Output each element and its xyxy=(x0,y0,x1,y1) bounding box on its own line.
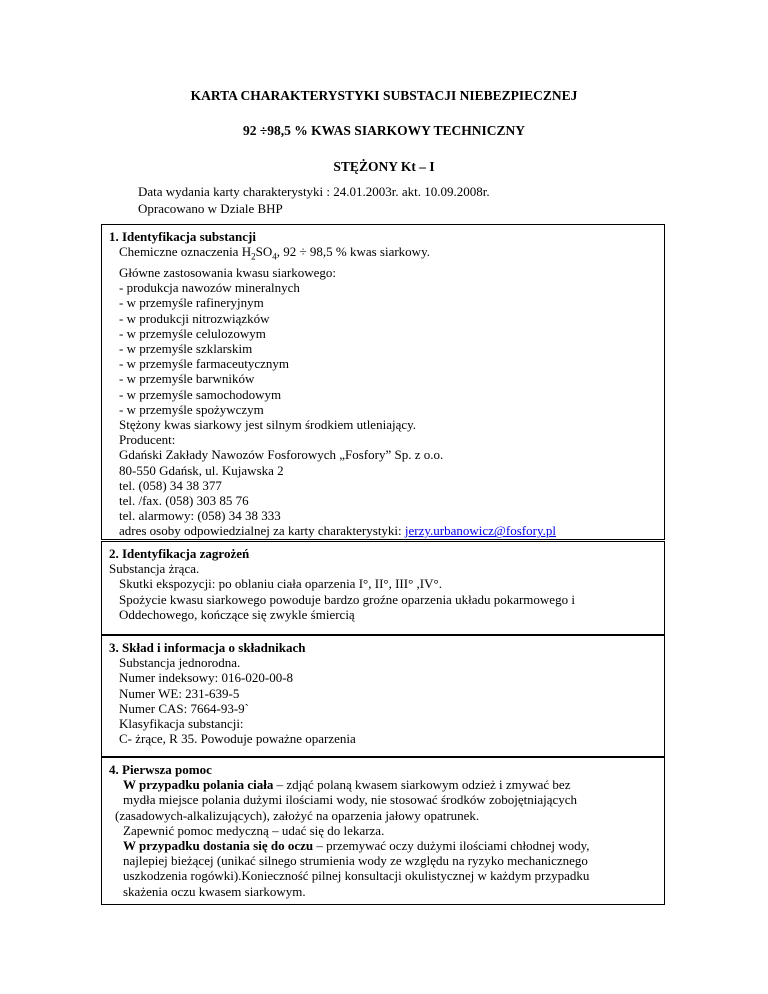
skin-contact-text: – zdjąć polaną kwasem siarkowym odzież i zmywać bez xyxy=(273,777,571,793)
use-item: - produkcja nawozów mineralnych xyxy=(119,280,300,296)
composition-line: Numer CAS: 7664-93-9` xyxy=(119,700,249,716)
skin-contact-line-1 xyxy=(109,777,657,792)
section-2-heading: 2. Identyfikacja zagrożeń xyxy=(109,546,250,561)
producer-tel: tel. (058) 34 38 377 xyxy=(119,477,222,493)
chem-sub-1: 2 xyxy=(251,251,256,262)
prepared-line: Opracowano w Dziale BHP xyxy=(138,201,283,216)
producer-label: Producent: xyxy=(119,432,176,448)
chem-mid: SO xyxy=(255,244,273,260)
section-3-heading: 3. Skład i informacja o składnikach xyxy=(109,640,306,655)
eye-contact-line-2: najlepiej bieżącej (unikać silnego strumienia wody ze względu na ryzyko mechanicznego xyxy=(123,853,588,869)
use-item: - w przemyśle barwników xyxy=(119,371,255,387)
chem-suffix: , 92 ÷ 98,5 % kwas siarkowy. xyxy=(276,244,430,260)
section-4-heading: 4. Pierwsza pomoc xyxy=(109,762,212,777)
section-3-composition xyxy=(101,635,665,757)
skin-contact-line-2: mydła miejsce polania dużymi ilościami wody, nie stosować środków zobojętniających xyxy=(123,792,578,808)
eye-contact-line-1 xyxy=(109,838,657,853)
chem-sub-2: 4 xyxy=(272,251,277,262)
composition-line: Numer WE: 231-639-5 xyxy=(119,685,240,701)
use-item: - w przemyśle farmaceutycznym xyxy=(119,356,290,372)
use-item: - w przemyśle rafineryjnym xyxy=(119,295,264,311)
use-item: - w produkcji nitrozwiązków xyxy=(119,310,270,326)
skin-contact-line-4: Zapewnić pomoc medyczną – udać się do lekarza. xyxy=(123,822,385,838)
contact-line xyxy=(109,523,657,538)
document-subtitle-2: STĘŻONY Kt – I xyxy=(333,159,435,174)
skin-contact-bold: W przypadku polania ciała xyxy=(123,777,274,793)
use-item: - w przemyśle spożywczym xyxy=(119,401,264,417)
eye-contact-bold: W przypadku dostania się do oczu xyxy=(123,838,314,854)
uses-heading: Główne zastosowania kwasu siarkowego: xyxy=(119,265,336,280)
contact-email-link[interactable]: jerzy.urbanowicz@fosfory.pl xyxy=(404,523,556,539)
chem-prefix: Chemiczne oznaczenia H xyxy=(119,244,252,260)
composition-line: Substancja jednorodna. xyxy=(119,655,241,671)
composition-line: Klasyfikacja substancji: xyxy=(119,716,244,732)
producer-name: Gdański Zakłady Nawozów Fosforowych „Fosfory” Sp. z o.o. xyxy=(119,447,444,463)
eye-contact-text: – przemywać oczy dużymi ilościami chłodnej wody, xyxy=(313,838,590,854)
section-1-heading: 1. Identyfikacja substancji xyxy=(109,229,256,244)
hazard-line-4: Oddechowego, kończące się zwykle śmiercią xyxy=(119,606,355,622)
section-1-identification xyxy=(101,224,665,540)
date-line: Data wydania karty charakterystyki : 24.01.2003r. akt. 10.09.2008r. xyxy=(138,184,490,199)
chemical-designation xyxy=(109,244,657,265)
composition-line: Numer indeksowy: 016-020-00-8 xyxy=(119,670,294,686)
document-subtitle: 92 ÷98,5 % KWAS SIARKOWY TECHNICZNY xyxy=(243,123,525,138)
skin-contact-line-3: (zasadowych-alkalizujących), założyć na oparzenia jałowy opatrunek. xyxy=(115,807,480,823)
section-4-first-aid xyxy=(101,757,665,905)
hazard-line-2: Skutki ekspozycji: po oblaniu ciała oparzenia I°, II°, III° ,IV°. xyxy=(119,576,442,592)
section-2-hazards xyxy=(101,541,665,635)
oxidizer-note: Stężony kwas siarkowy jest silnym środkiem utleniający. xyxy=(119,417,417,433)
eye-contact-line-3: uszkodzenia rogówki).Konieczność pilnej konsultacji okulistycznej w każdym przypadku xyxy=(123,868,590,884)
use-item: - w przemyśle szklarskim xyxy=(119,341,253,357)
use-item: - w przemyśle samochodowym xyxy=(119,386,282,402)
contact-prefix: adres osoby odpowiedzialnej za karty charakterystyki: xyxy=(119,523,405,539)
alarm-tel: tel. alarmowy: (058) 34 38 333 xyxy=(119,508,281,524)
composition-line: C- żrące, R 35. Powoduje poważne oparzenia xyxy=(119,731,356,747)
hazard-line-3: Spożycie kwasu siarkowego powoduje bardzo groźne oparzenia układu pokarmowego i xyxy=(119,591,575,607)
use-item: - w przemyśle celulozowym xyxy=(119,325,266,341)
producer-fax: tel. /fax. (058) 303 85 76 xyxy=(119,493,249,509)
producer-address: 80-550 Gdańsk, ul. Kujawska 2 xyxy=(119,462,284,478)
uses-list xyxy=(109,280,657,417)
hazard-line-1: Substancja żrąca. xyxy=(109,561,200,577)
eye-contact-line-4: skażenia oczu kwasem siarkowym. xyxy=(123,883,306,899)
document-title: KARTA CHARAKTERYSTYKI SUBSTACJI NIEBEZPIECZNEJ xyxy=(190,88,578,103)
